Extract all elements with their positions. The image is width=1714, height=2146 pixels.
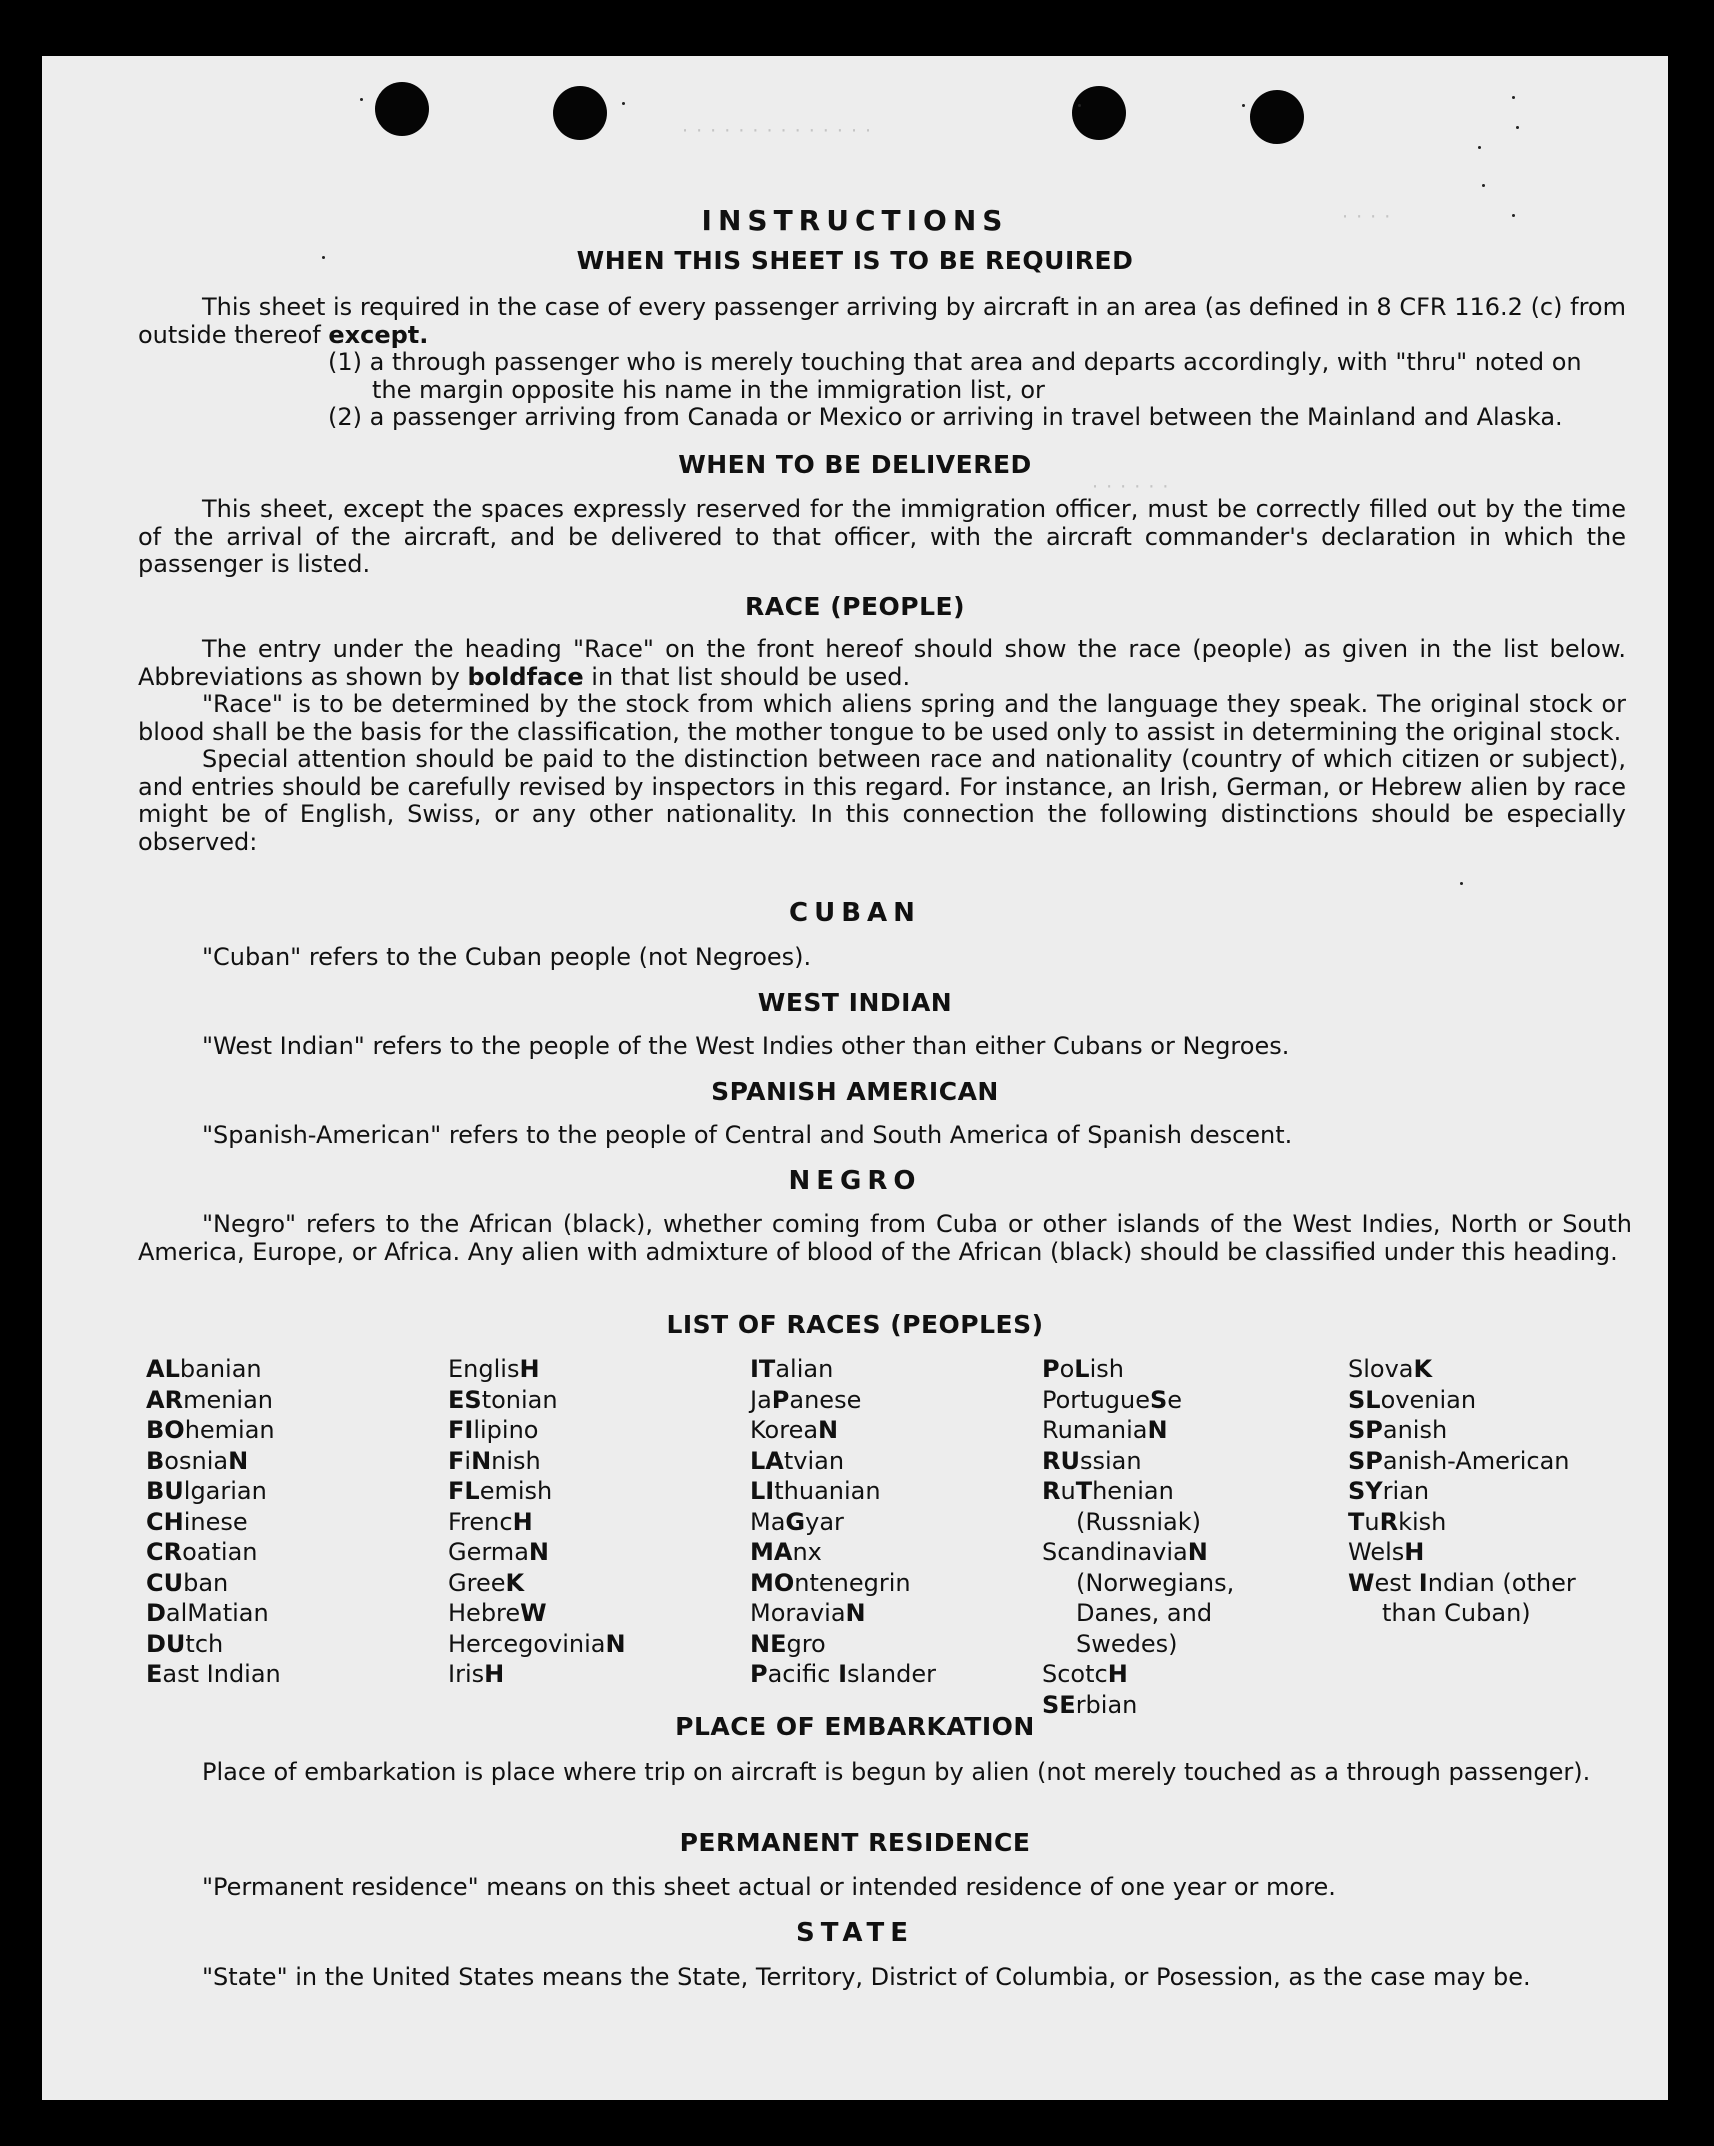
residence-text: "Permanent residence" means on this sheet actual or intended residence of one year or more. (202, 1873, 1336, 1901)
race-entry: MAnx (750, 1538, 822, 1566)
when-delivered-text: This sheet, except the spaces expressly reserved for the immigration officer, must be correctly filled out by the time of the arrival of the aircraft, and be delivered to that officer, with the aircraft commander's declaration in which the passenger is listed. (138, 495, 1626, 578)
race-entry: CRoatian (146, 1538, 258, 1566)
race-entry: SPanish-American (1348, 1446, 1570, 1475)
section-heading-race: RACE (PEOPLE) (744, 592, 966, 621)
race-entry: SLovenian (1348, 1385, 1477, 1414)
race-entry: CHinese (146, 1507, 248, 1536)
race-column (1348, 1354, 1628, 1629)
race-entry: RuThenian (Russniak) (1042, 1477, 1202, 1536)
race-entry: ALbanian (146, 1355, 262, 1383)
race-entry: GreeK (448, 1568, 525, 1597)
race-entry: FiNnish (448, 1446, 541, 1475)
race-column (750, 1354, 1030, 1690)
race-entry: ITalian (750, 1355, 834, 1383)
race-entry: EStonian (448, 1385, 558, 1414)
race-entry: CUban (146, 1568, 229, 1597)
race-entry: JaPanese (750, 1385, 862, 1414)
race-entry: FrencH (448, 1507, 533, 1536)
state-text: "State" in the United States means the State, Territory, District of Columbia, or Posession, as the case may be. (202, 1963, 1531, 1991)
race-entry: ScotcH (1042, 1660, 1128, 1688)
section-heading-west-indian: WEST INDIAN (757, 988, 953, 1017)
race-entry: East Indian (146, 1660, 281, 1688)
race-entry: MOntenegrin (750, 1568, 911, 1597)
race-column (448, 1354, 718, 1690)
race-column (1042, 1354, 1292, 1720)
punch-hole (1072, 86, 1126, 140)
race-entry: SYrian (1348, 1477, 1430, 1505)
section-heading-when-delivered: WHEN TO BE DELIVERED (678, 450, 1032, 479)
race-text: The entry under the heading "Race" on the front hereof should show the race (people) as given in the list below. Abbreviations as shown by boldface in that list should be used. "Race" is to be determined by the stock from which aliens spring and the language they speak. The original stock or blood shall be the basis for the classification, the mother tongue to be used only to assist in determining the original stock. Special attention should be paid to the distinction between race and nationality (country of which citizen or subject), and entries should be carefully revised by inspectors in this regard. For instance, an Irish, German, or Hebrew alien by race might be of English, Swiss, or any other nationality. In this connection the following distinctions should be especially observed: (138, 635, 1626, 856)
west-indian-text: "West Indian" refers to the people of the West Indies other than either Cubans or Negroes. (202, 1032, 1290, 1060)
race-entry: KoreaN (750, 1416, 839, 1444)
section-heading-cuban: CUBAN (789, 898, 921, 928)
section-heading-when-required: WHEN THIS SHEET IS TO BE REQUIRED (576, 246, 1134, 275)
race-entry: GermaN (448, 1538, 549, 1566)
race-entry: FLemish (448, 1477, 553, 1505)
race-entry: WelsH (1348, 1538, 1425, 1566)
race-entry: SErbian (1042, 1690, 1138, 1719)
race-entry: PortugueSe (1042, 1385, 1183, 1414)
race-entry: ARmenian (146, 1385, 274, 1414)
punch-hole (375, 82, 429, 136)
race-entry: ScandinaviaN (Norwegians, Danes, and Swedes) (1042, 1538, 1235, 1658)
cuban-text: "Cuban" refers to the Cuban people (not Negroes). (202, 943, 812, 971)
document-page: · · · · · · · · · · · · · · · · · · · · · · · · INSTRUCTIONS WHEN THIS SHEET IS TO BE REQUIRED This sheet is required in the case of every passenger arriving by aircraft in an area (as defined in 8 CFR 116.2 (c) from outside thereof except. (1) a through passenger who is merely touching that area and departs accordingly, with "thru" noted on the margin opposite his name in the immigration list, or (2) a passenger arriving from Canada or Mexico or arriving in travel between the Mainland and Alaska. WHEN TO BE DELIVERED This sheet, except the spaces expressly reserved for the immigration officer, must be correctly filled out by the time of the arrival of the aircraft, and be delivered to that officer, with the aircraft commander's declaration in which the passenger is listed. RACE (PEOPLE) The entry under the heading "Race" on the front hereof should show the race (people) as given in the list below. Abbreviations as shown by boldface in that list should be used. "Race" is to be determined by the stock from which aliens spring and the language they speak. The original stock or blood shall be the basis for the classification, the mother tongue to be used only to assist in determining the original stock. Special attention should be paid to the distinction between race and nationality (country of which citizen or subject), and entries should be carefully revised by inspectors in this regard. For instance, an Irish, German, or Hebrew alien by race might be of English, Swiss, or any other nationality. In this connection the following distinctions should be especially observed: CUBAN "Cuban" refers to the Cuban people (not Negroes). WEST INDIAN "West Indian" refers to the people of the West Indies other than either Cubans or Negroes. SPANISH AMERICAN "Spanish-American" refers to the people of Central and South America of Spanish descent. NEGRO "Negro" refers to the African (black), whether coming from Cuba or other islands of the West Indies, North or South America, Europe, or Africa. Any alien with admixture of blood of the African (black) should be classified under this heading. LIST OF RACES (PEOPLES) ALbanian ARmenian BOhemian BosniaN BUlgarian CHinese CRoatian CUban DalMatian DUtch East Indian EnglisH EStonian FIlipino FiNnish FLemish FrencH GermaN GreeK HebreW HercegoviniaN IrisH ITalian JaPanese KoreaN LAtvian LIthuanian MaGyar MAnx MOntenegrin MoraviaN NEgro Pacific Islander PoLish PortugueSe RumaniaN RUssian RuThenian (Russniak) ScandinaviaN (Norwegians, Danes, and Swedes) ScotcH SErbian SlovaK SLovenian SPanish SPanish-American SYrian TuRkish WelsH West Indian (other than Cuban) PLACE OF EMBARKATION Place of embarkation is place where trip on aircraft is begun by alien (not merely touched as a through passenger). PERMANENT RESIDENCE "Permanent residence" means on this sheet actual or intended residence of one year or more. STATE "State" in the United States means the State, Territory, District of Columbia, or Posession, as the case may be. (42, 56, 1668, 2100)
section-heading-list-of-races: LIST OF RACES (PEOPLES) (666, 1310, 1044, 1339)
race-entry: BosniaN (146, 1446, 249, 1475)
race-entry: IrisH (448, 1660, 505, 1688)
section-heading-state: STATE (795, 1918, 915, 1948)
spanish-american-text: "Spanish-American" refers to the people of Central and South America of Spanish descent. (202, 1121, 1293, 1149)
section-heading-embarkation: PLACE OF EMBARKATION (675, 1712, 1035, 1741)
race-entry: FIlipino (448, 1416, 539, 1444)
race-entry: LAtvian (750, 1446, 845, 1475)
race-entry: BUlgarian (146, 1477, 267, 1505)
race-entry: RUssian (1042, 1446, 1142, 1475)
race-entry: HercegoviniaN (448, 1629, 626, 1658)
when-required-text: This sheet is required in the case of every passenger arriving by aircraft in an area (as defined in 8 CFR 116.2 (c) from outside thereof except. (1) a through passenger who is merely touching that area and departs accordingly, with "thru" noted on the margin opposite his name in the immigration list, or (2) a passenger arriving from Canada or Mexico or arriving in travel between the Mainland and Alaska. (138, 293, 1626, 431)
race-entry: RumaniaN (1042, 1416, 1168, 1444)
exception-item-1: (1) a through passenger who is merely touching that area and departs accordingly, with "thru" noted on the margin opposite his name in the immigration list, or (328, 348, 1582, 404)
race-entry: SlovaK (1348, 1355, 1433, 1383)
race-entry: LIthuanian (750, 1477, 881, 1505)
section-heading-residence: PERMANENT RESIDENCE (679, 1828, 1031, 1857)
embarkation-text: Place of embarkation is place where trip on aircraft is begun by alien (not merely touched as a through passenger). (202, 1758, 1591, 1786)
negro-text: "Negro" refers to the African (black), whether coming from Cuba or other islands of the West Indies, North or South America, Europe, or Africa. Any alien with admixture of blood of the African (black) should be classified under this heading. (138, 1210, 1632, 1266)
section-heading-spanish-american: SPANISH AMERICAN (711, 1077, 999, 1106)
punch-hole (1250, 90, 1304, 144)
race-entry: Pacific Islander (750, 1660, 937, 1688)
race-entry: NEgro (750, 1629, 826, 1658)
race-entry: EnglisH (448, 1355, 540, 1383)
race-entry: MaGyar (750, 1507, 844, 1536)
race-entry: DUtch (146, 1629, 224, 1658)
race-entry: PoLish (1042, 1355, 1124, 1383)
race-entry: DalMatian (146, 1599, 269, 1627)
section-heading-negro: NEGRO (788, 1166, 922, 1196)
race-entry: SPanish (1348, 1416, 1448, 1444)
race-entry: MoraviaN (750, 1599, 866, 1627)
race-column (146, 1354, 426, 1690)
page-title: INSTRUCTIONS (701, 204, 1009, 237)
race-entry: BOhemian (146, 1416, 275, 1444)
race-entry: HebreW (448, 1599, 547, 1627)
race-entry: TuRkish (1348, 1507, 1447, 1536)
exception-item-2: (2) a passenger arriving from Canada or Mexico or arriving in travel between the Mainland and Alaska. (328, 403, 1563, 431)
punch-hole (553, 86, 607, 140)
race-entry: West Indian (other than Cuban) (1348, 1568, 1576, 1627)
